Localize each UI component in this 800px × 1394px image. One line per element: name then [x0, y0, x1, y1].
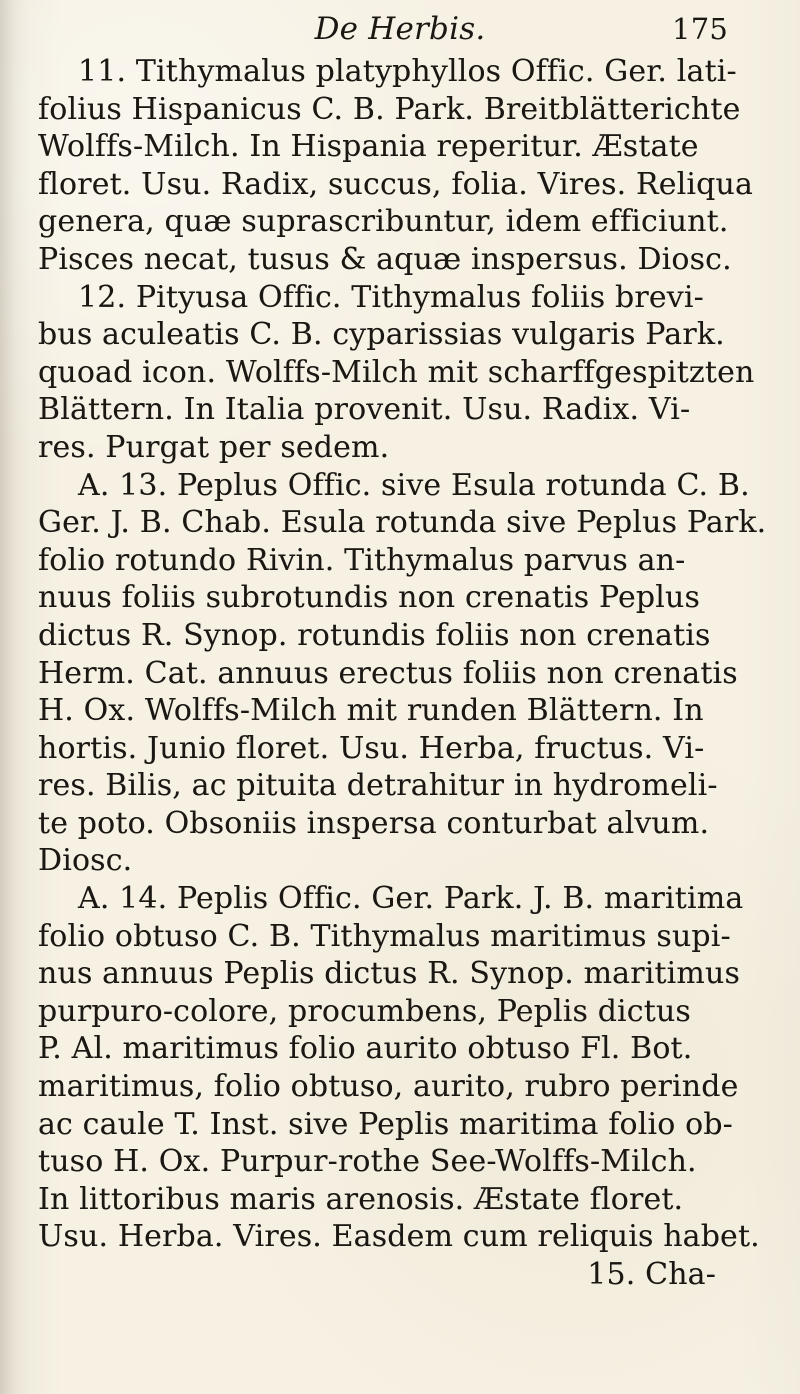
text-line: Pisces necat, tusus & aquæ inspersus. Diosc.	[38, 241, 732, 277]
text-line: A. 14. Peplis Offic. Ger. Park. J. B. maritima	[78, 881, 744, 917]
text-line: te poto. Obsoniis inspersa conturbat alvum.	[38, 805, 710, 841]
text-line: P. Al. maritimus folio aurito obtuso Fl. Bot.	[38, 1031, 693, 1067]
text-line: In littoribus maris arenosis. Æstate floret.	[38, 1181, 684, 1217]
page-header	[0, 8, 800, 50]
text-line: tuso H. Ox. Purpur-rothe See-Wolffs-Milch.	[38, 1144, 697, 1180]
text-line: folio rotundo Rivin. Tithymalus parvus an-	[38, 542, 686, 578]
text-line: Herm. Cat. annuus erectus foliis non crenatis	[38, 655, 738, 691]
text-line: floret. Usu. Radix, succus, folia. Vires. Reliqua	[38, 166, 754, 202]
text-line: Blättern. In Italia provenit. Usu. Radix. Vi-	[38, 392, 691, 428]
text-line: genera, quæ suprascribuntur, idem efficiunt.	[38, 204, 729, 240]
text-line: A. 13. Peplus Offic. sive Esula rotunda C. B.	[78, 467, 750, 503]
text-line: res. Bilis, ac pituita detrahitur in hydromeli-	[38, 768, 718, 804]
text-line: Ger. J. B. Chab. Esula rotunda sive Peplus Park.	[38, 505, 767, 541]
text-line: folius Hispanicus C. B. Park. Breitblätterichte	[38, 91, 741, 127]
text-line: Wolffs-Milch. In Hispania reperitur. Æstate	[38, 129, 699, 165]
text-line: Diosc.	[38, 843, 133, 879]
text-line: hortis. Junio floret. Usu. Herba, fructus. Vi-	[38, 730, 705, 766]
body-text	[38, 53, 767, 1294]
page-number: 175	[672, 12, 728, 46]
text-line: nus annuus Peplis dictus R. Synop. maritimus	[38, 956, 741, 992]
text-line: Usu. Herba. Vires. Easdem cum reliquis habet.	[38, 1219, 760, 1255]
page-title: De Herbis.	[314, 11, 486, 47]
text-line: H. Ox. Wolffs-Milch mit runden Blättern. In	[38, 693, 704, 729]
text-line: 12. Pityusa Offic. Tithymalus foliis brevi-	[78, 279, 704, 315]
text-line: bus aculeatis C. B. cyparissias vulgaris Park.	[38, 317, 725, 353]
page-gutter-shadow	[0, 0, 30, 1394]
text-line: quoad icon. Wolffs-Milch mit scharffgespitzten	[38, 354, 755, 390]
text-line: folio obtuso C. B. Tithymalus maritimus supi-	[38, 918, 731, 954]
text-line: nuus foliis subrotundis non crenatis Peplus	[38, 580, 701, 616]
text-line: purpuro-colore, procumbens, Peplis dictus	[38, 993, 691, 1029]
text-line: ac caule T. Inst. sive Peplis maritima folio ob-	[38, 1106, 733, 1142]
text-line: dictus R. Synop. rotundis foliis non crenatis	[38, 617, 711, 653]
text-line: maritimus, folio obtuso, aurito, rubro perinde	[38, 1069, 739, 1105]
text-line: 11. Tithymalus platyphyllos Offic. Ger. lati-	[78, 54, 737, 89]
text-line: res. Purgat per sedem.	[38, 429, 390, 465]
catchword: 15. Cha-	[587, 1257, 716, 1292]
